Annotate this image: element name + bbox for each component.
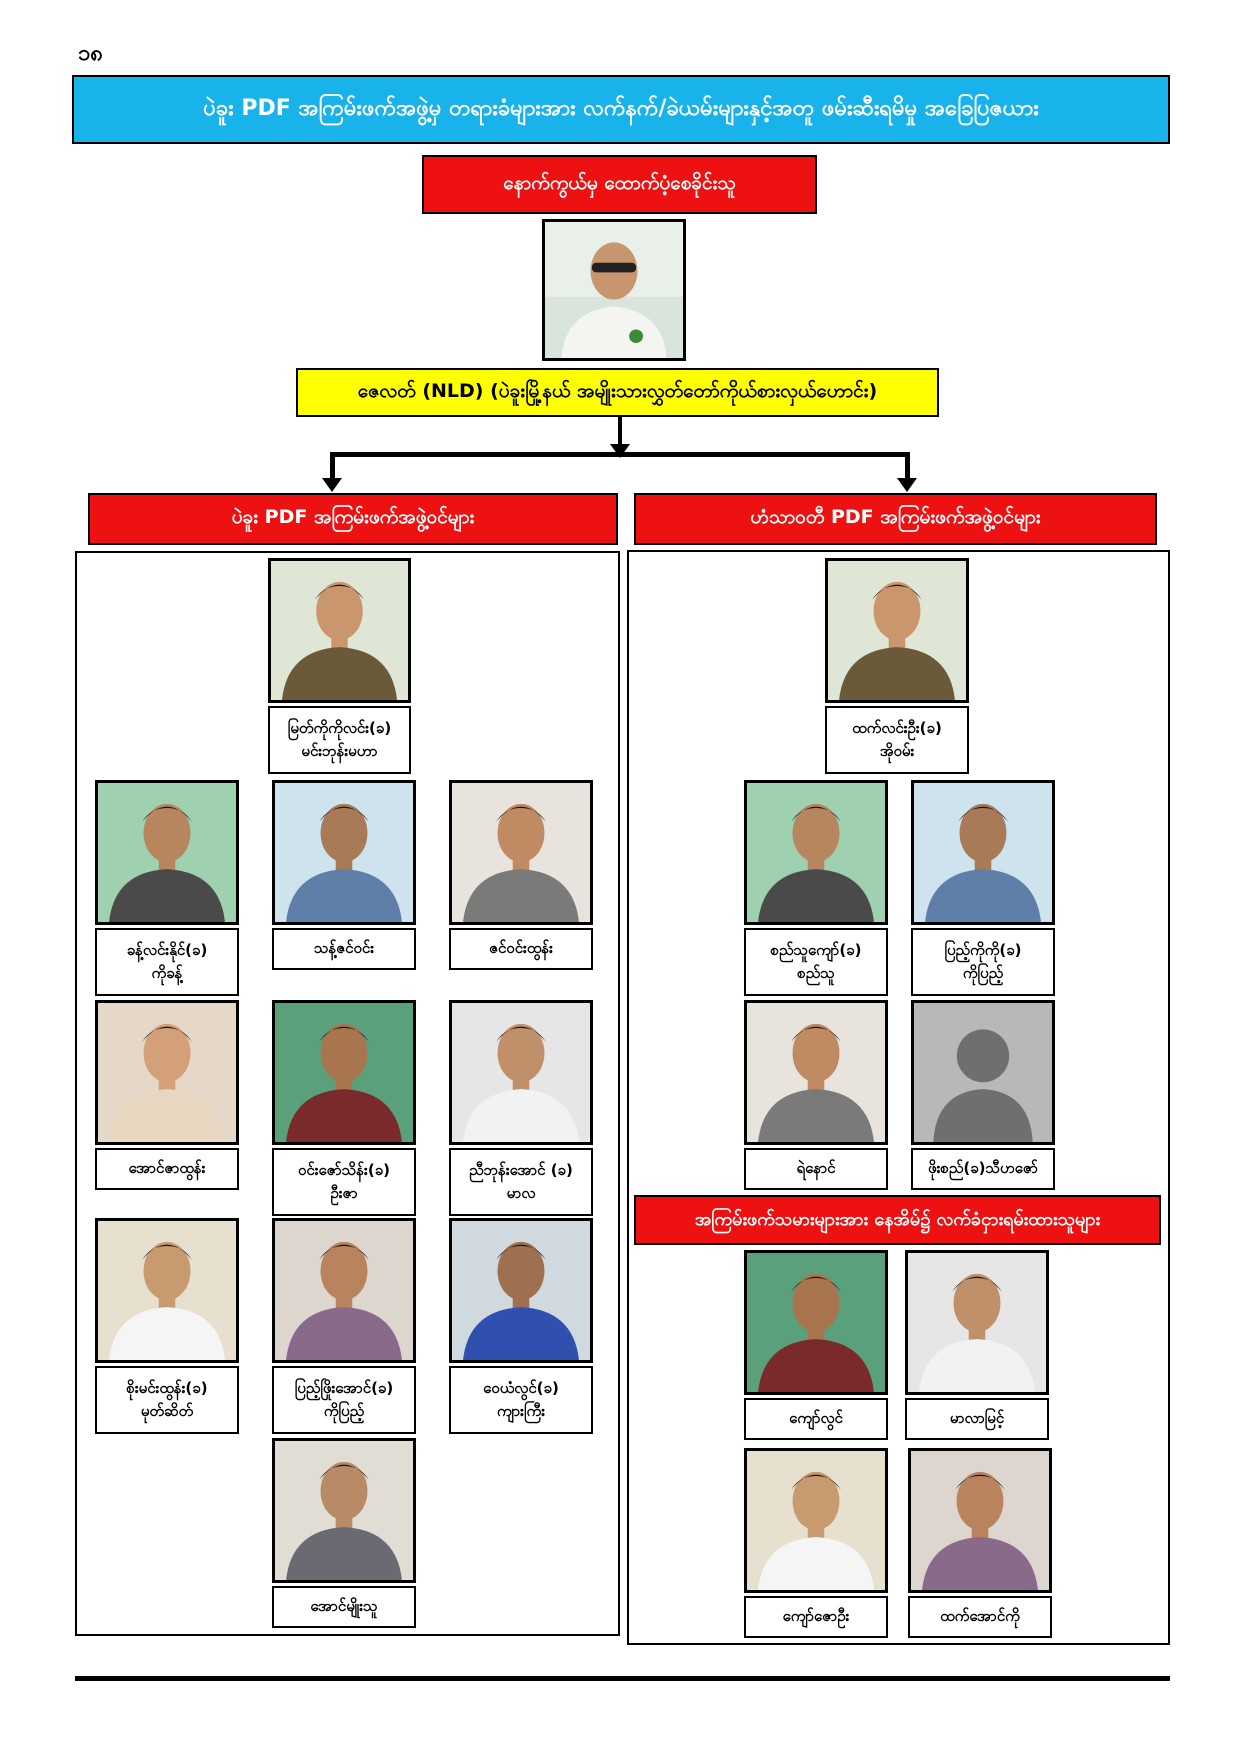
- person-photo-icon: [452, 1003, 590, 1142]
- member-photo: [449, 780, 593, 925]
- leader-description: ဇေလတ် (NLD) (ပဲခူးမြို့နယ် အမျိုးသားလွှတ်တော်ကိုယ်စားလှယ်ဟောင်း): [296, 368, 939, 417]
- member-name-label: [272, 1586, 416, 1628]
- member-name: ကျော်ဇောဦး: [782, 1607, 850, 1626]
- member-name-label: [272, 928, 416, 970]
- member-photo: [272, 780, 416, 925]
- person-photo-icon: [275, 1221, 413, 1360]
- member-name: ပြည့်ဖြိုးအောင်(ခ): [294, 1378, 394, 1397]
- member-name-label: [905, 1398, 1049, 1440]
- member-photo: [908, 1448, 1052, 1593]
- member-alias: ဦးဇာ: [330, 1184, 358, 1202]
- member-alias: ကိုပြည့်: [323, 1402, 365, 1420]
- member-name-label: [825, 706, 969, 774]
- member-alias: မုတ်ဆိတ်: [140, 1402, 194, 1420]
- member-name-label: [744, 1398, 888, 1440]
- member-name: ကျော်လွင်: [789, 1409, 843, 1428]
- member-name: ဝေယံလွင်(ခ): [483, 1378, 559, 1397]
- member-name: ခန့်လင်းနိုင်(ခ): [126, 940, 208, 959]
- member-photo: [911, 1000, 1055, 1145]
- member-photo: [744, 1250, 888, 1395]
- member-name: ရဲနောင်: [796, 1159, 836, 1178]
- member-photo: [95, 1218, 239, 1363]
- member-name-label: [744, 928, 888, 996]
- member-name: ဖိုးစည်(ခ)သီဟဇော်: [928, 1159, 1038, 1178]
- member-photo: [272, 1000, 416, 1145]
- member-name: ပြည့်ကိုကို(ခ): [944, 940, 1022, 959]
- leader-heading: နောက်ကွယ်မှ ထောက်ပံ့စေခိုင်းသူ: [422, 155, 817, 214]
- person-photo-icon: [275, 1441, 413, 1580]
- person-photo-icon: [747, 1451, 885, 1590]
- person-photo-icon: [452, 783, 590, 922]
- member-alias: မာလ: [506, 1184, 536, 1202]
- person-photo-icon: [828, 561, 966, 700]
- member-name: ညီဘုန်းအောင် (ခ): [469, 1160, 573, 1179]
- member-name: သန့်ဇင်ဝင်း: [313, 939, 375, 958]
- member-name: စည်သူကျော်(ခ): [770, 940, 862, 959]
- person-photo-icon: [98, 783, 236, 922]
- member-name-label: [449, 928, 593, 970]
- page-title: ပဲခူး PDF အကြမ်းဖက်အဖွဲ့မှ တရားခံများအား လက်နက်/ခဲယမ်းများနှင့်အတူ ဖမ်းဆီးရမိမှု အခြေပြဇယား: [72, 75, 1170, 144]
- bottom-divider: [75, 1676, 1170, 1681]
- person-photo-icon: [747, 1253, 885, 1392]
- member-name-label: [449, 1148, 593, 1216]
- member-alias: အိုဝမ်း: [879, 742, 915, 760]
- left-group-heading: ပဲခူး PDF အကြမ်းဖက်အဖွဲ့ဝင်များ: [88, 493, 618, 545]
- connector-line: [330, 452, 910, 457]
- member-alias: ကိုပြည့်: [962, 964, 1004, 982]
- person-placeholder-icon: [914, 1003, 1052, 1142]
- member-name-label: [911, 928, 1055, 996]
- member-name: ဝင်းဇော်သိန်း(ခ): [297, 1160, 390, 1179]
- person-photo-icon: [98, 1221, 236, 1360]
- member-photo: [95, 1000, 239, 1145]
- member-name-label: [95, 1148, 239, 1190]
- person-photo-icon: [275, 1003, 413, 1142]
- person-photo-icon: [914, 783, 1052, 922]
- member-name: မာလာမြင့်: [949, 1409, 1005, 1428]
- member-photo: [449, 1218, 593, 1363]
- arrow-down-icon: [322, 478, 342, 492]
- member-name-label: [744, 1596, 888, 1638]
- member-name: ထက်လင်းဦး(ခ): [852, 718, 942, 737]
- person-photo-icon: [747, 783, 885, 922]
- member-name: ဇင်ဝင်းထွန်း: [489, 939, 553, 958]
- person-photo-icon: [98, 1003, 236, 1142]
- member-photo: [825, 558, 969, 703]
- member-photo: [95, 780, 239, 925]
- member-photo: [268, 558, 411, 703]
- member-alias: မင်းဘုန်းမဟာ: [301, 742, 378, 760]
- member-name-label: [908, 1596, 1052, 1638]
- member-name-label: [744, 1148, 888, 1190]
- member-photo: [272, 1438, 416, 1583]
- person-photo-icon: [452, 1221, 590, 1360]
- member-name-label: [95, 928, 239, 996]
- member-name: အောင်ဇာထွန်း: [128, 1159, 206, 1178]
- person-photo-icon: [275, 783, 413, 922]
- member-name-label: [449, 1366, 593, 1434]
- member-photo: [744, 1000, 888, 1145]
- member-photo: [911, 780, 1055, 925]
- person-photo-icon: [908, 1253, 1046, 1392]
- person-photo-icon: [747, 1003, 885, 1142]
- person-photo-icon: [911, 1451, 1049, 1590]
- right-group-heading: ဟံသာဝတီ PDF အကြမ်းဖက်အဖွဲ့ဝင်များ: [634, 493, 1157, 545]
- member-name: စိုးမင်းထွန်း(ခ): [126, 1378, 208, 1397]
- member-photo: [744, 1448, 888, 1593]
- member-name-label: [268, 706, 411, 774]
- member-name: မြတ်ကိုကိုလင်း(ခ): [287, 718, 392, 737]
- person-photo-icon: [271, 561, 408, 700]
- leader-photo: [542, 219, 686, 361]
- member-alias: ကိုခန့်: [151, 964, 183, 982]
- member-alias: ကျားကြီး: [496, 1402, 546, 1420]
- member-photo: [449, 1000, 593, 1145]
- member-photo: [272, 1218, 416, 1363]
- person-silhouette-icon: [545, 222, 683, 358]
- member-alias: စည်သူ: [797, 964, 835, 982]
- member-name-label: [95, 1366, 239, 1434]
- member-photo: [905, 1250, 1049, 1395]
- member-photo: [744, 780, 888, 925]
- member-name-label: [272, 1366, 416, 1434]
- member-name-label: [911, 1148, 1055, 1190]
- member-name: အောင်မျိုးသူ: [310, 1597, 378, 1616]
- member-name: ထက်အောင်ကို: [940, 1607, 1020, 1626]
- member-name-label: [272, 1148, 416, 1216]
- arrow-down-icon: [897, 478, 917, 492]
- shelter-group-heading: အကြမ်းဖက်သမားများအား နေအိမ်၌ လက်ခံငှားရမ်းထားသူများ: [634, 1195, 1161, 1245]
- page-number: ၁၈: [78, 41, 103, 66]
